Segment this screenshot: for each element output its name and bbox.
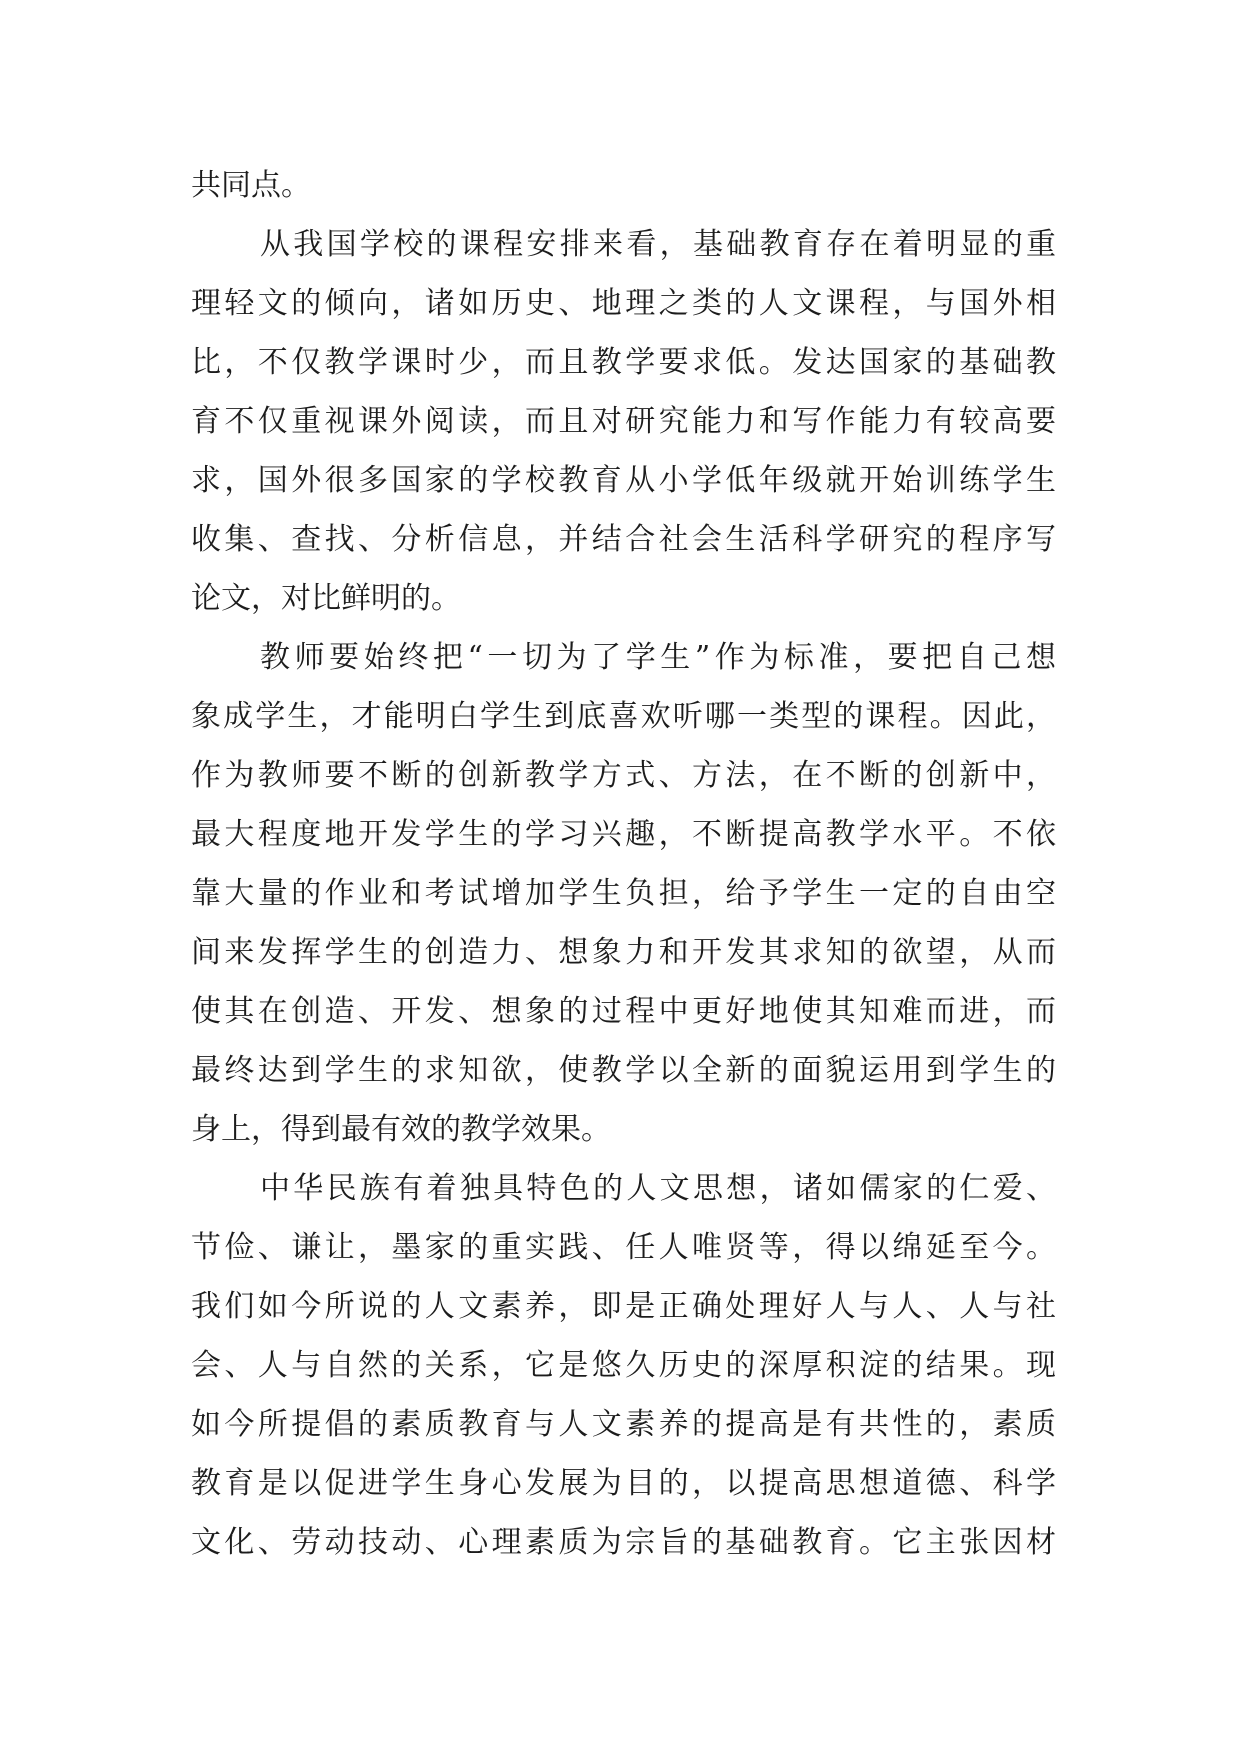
paragraph-humanities xyxy=(191,1159,1056,1572)
text-line: 论文，对比鲜明的。 xyxy=(191,581,461,616)
text-line: 使其在创造、开发、想象的过程中更好地使其知难而进，而 xyxy=(191,994,1056,1029)
text-line: 象成学生，才能明白学生到底喜欢听哪一类型的课程。因此， xyxy=(191,699,1056,734)
text-line: 间来发挥学生的创造力、想象力和开发其求知的欲望，从而 xyxy=(191,935,1056,970)
text-line: 从我国学校的课程安排来看，基础教育存在着明显的重 xyxy=(260,227,1056,262)
paragraph-continuation xyxy=(191,156,1056,215)
text-line: 节俭、谦让，墨家的重实践、任人唯贤等，得以绵延至今。 xyxy=(191,1230,1056,1265)
text-line: 比，不仅教学课时少，而且教学要求低。发达国家的基础教 xyxy=(191,345,1056,380)
paragraph-curriculum xyxy=(191,215,1056,628)
text-line: 教师要始终把“一切为了学生”作为标准，要把自己想 xyxy=(260,640,1056,675)
body-text xyxy=(191,156,1056,1572)
text-line: 理轻文的倾向，诸如历史、地理之类的人文课程，与国外相 xyxy=(191,286,1056,321)
text-line: 育不仅重视课外阅读，而且对研究能力和写作能力有较高要 xyxy=(191,404,1056,439)
text-line: 最终达到学生的求知欲，使教学以全新的面貌运用到学生的 xyxy=(191,1053,1056,1088)
text-line: 最大程度地开发学生的学习兴趣，不断提高教学水平。不依 xyxy=(191,817,1056,852)
text-line: 文化、劳动技动、心理素质为宗旨的基础教育。它主张因材 xyxy=(191,1525,1056,1560)
text-line: 身上，得到最有效的教学效果。 xyxy=(191,1112,611,1147)
text-line: 收集、查找、分析信息，并结合社会生活科学研究的程序写 xyxy=(191,522,1056,557)
text-line: 如今所提倡的素质教育与人文素养的提高是有共性的，素质 xyxy=(191,1407,1056,1442)
paragraph-teachers xyxy=(191,628,1056,1159)
text-line: 会、人与自然的关系，它是悠久历史的深厚积淀的结果。现 xyxy=(191,1348,1056,1383)
text-line: 靠大量的作业和考试增加学生负担，给予学生一定的自由空 xyxy=(191,876,1056,911)
text-line: 中华民族有着独具特色的人文思想，诸如儒家的仁爱、 xyxy=(260,1171,1056,1206)
text-line: 作为教师要不断的创新教学方式、方法，在不断的创新中， xyxy=(191,758,1056,793)
text-line: 共同点。 xyxy=(191,168,311,203)
text-line: 我们如今所说的人文素养，即是正确处理好人与人、人与社 xyxy=(191,1289,1056,1324)
text-line: 求，国外很多国家的学校教育从小学低年级就开始训练学生 xyxy=(191,463,1056,498)
text-line: 教育是以促进学生身心发展为目的，以提高思想道德、科学 xyxy=(191,1466,1056,1501)
